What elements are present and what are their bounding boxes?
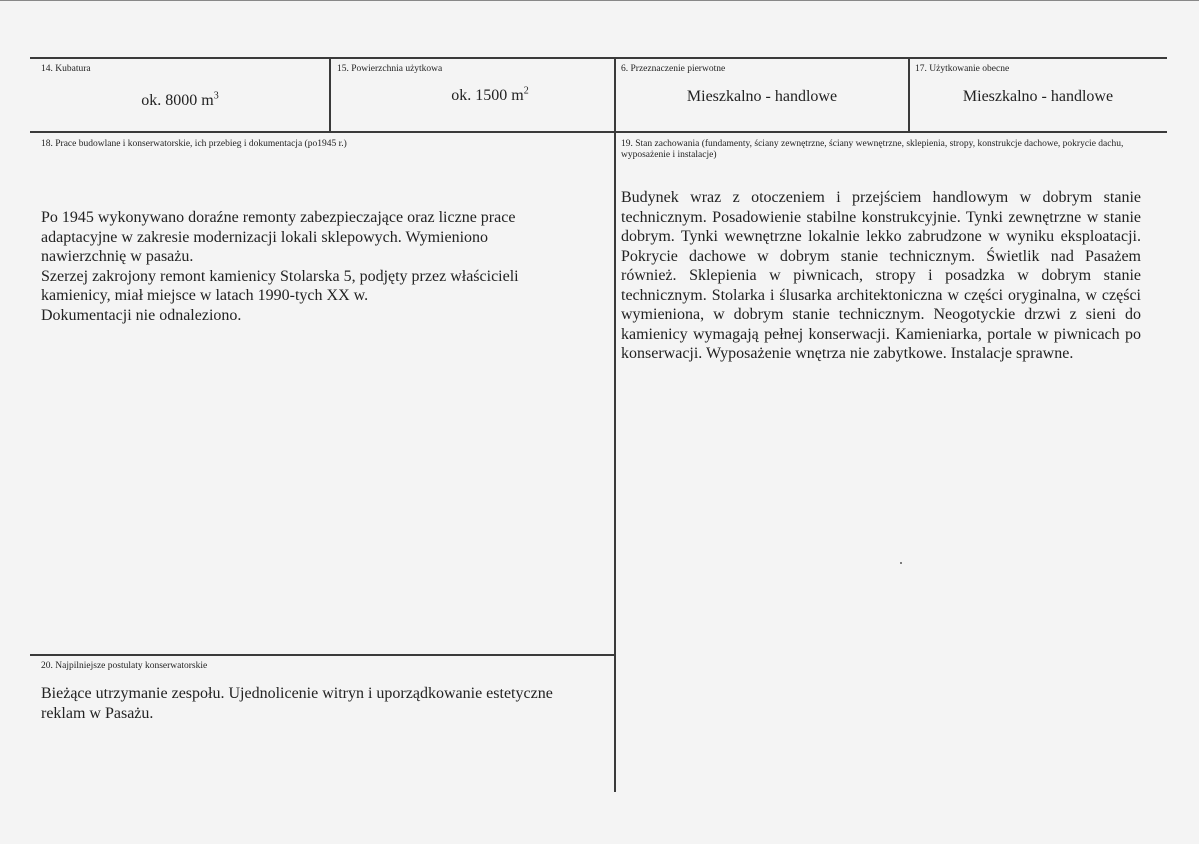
prace-text bbox=[41, 208, 556, 325]
prace-label: 18. Prace budowlane i konserwatorskie, ich przebieg i dokumentacja (po1945 r.) bbox=[41, 139, 347, 149]
powierzchnia-label: 15. Powierzchnia użytkowa bbox=[337, 64, 443, 74]
uzytkowanie-value: Mieszkalno - handlowe bbox=[962, 88, 1114, 105]
stan-text bbox=[621, 188, 1141, 364]
prace-line-1: Po 1945 wykonywano doraźne remonty zabezpieczające oraz liczne prace adaptacyjne w zakresie modernizacji lokali sklepowych. Wymieniono nawierzchnię w pasażu. bbox=[41, 209, 516, 265]
speck bbox=[900, 562, 902, 564]
stan-label: 19. Stan zachowania (fundamenty, ściany zewnętrzne, ściany wewnętrzne, sklepienia, stropy, konstrukcje dachowe, pokrycie dachu, wyposażenie i instalacje) bbox=[621, 139, 1124, 160]
col-divider-center bbox=[614, 57, 616, 792]
przeznaczenie-value: Mieszkalno - handlowe bbox=[686, 88, 838, 105]
col-divider-1 bbox=[329, 57, 331, 133]
postulaty-label: 20. Najpilniejsze postulaty konserwatorskie bbox=[41, 661, 208, 671]
row3-top-line bbox=[30, 654, 615, 656]
top-border bbox=[0, 0, 1199, 1]
col-divider-3 bbox=[908, 57, 910, 133]
row1-top-line bbox=[30, 57, 1167, 59]
kubatura-unit-exponent: 3 bbox=[213, 90, 219, 102]
prace-line-2: Szerzej zakrojony remont kamienicy Stolarska 5, podjęty przez właścicieli kamienicy, miał miejsce w latach 1990-tych XX w. bbox=[41, 267, 519, 304]
row1-bottom-line bbox=[30, 131, 1167, 133]
powierzchnia-value bbox=[400, 87, 580, 105]
powierzchnia-unit-exponent: 2 bbox=[523, 85, 529, 97]
stan-paragraph: Budynek wraz z otoczeniem i przejściem handlowym w dobrym stanie technicznym. Posadowienie stabilne konstrukcyjnie. Tynki zewnętrzne w stanie dobrym. Tynki wewnętrzne lokalnie lekko zabrudzone w wyniku eksploatacji. Pokrycie dachowe w dobrym stanie technicznym. Świetlik nad Pasażem również. Sklepienia w piwnicach, stropy i posadzka w dobrym stanie technicznym. Stolarka i ślusarka architektoniczna w części oryginalna, w części wymieniona, w dobrym stanie technicznym. Neogotyckie drzwi z sieni do kamienicy wymagają pełnej konserwacji. Kamieniarka, portale w piwnicach po konserwacji. Wyposażenie wnętrza nie zabytkowe. Instalacje sprawne. bbox=[621, 189, 1141, 362]
postulaty-paragraph: Bieżące utrzymanie zespołu. Ujednolicenie witryn i uporządkowanie estetyczne reklam w Pasażu. bbox=[41, 685, 553, 722]
uzytkowanie-label: 17. Użytkowanie obecne bbox=[915, 64, 1010, 74]
kubatura-value-text: ok. 8000 m bbox=[141, 92, 214, 109]
powierzchnia-value-text: ok. 1500 m bbox=[451, 87, 524, 104]
kubatura-label: 14. Kubatura bbox=[41, 64, 91, 74]
postulaty-text bbox=[41, 684, 596, 723]
przeznaczenie-label: 6. Przeznaczenie pierwotne bbox=[621, 64, 726, 74]
kubatura-value bbox=[90, 92, 270, 110]
prace-line-3: Dokumentacji nie odnaleziono. bbox=[41, 306, 242, 324]
